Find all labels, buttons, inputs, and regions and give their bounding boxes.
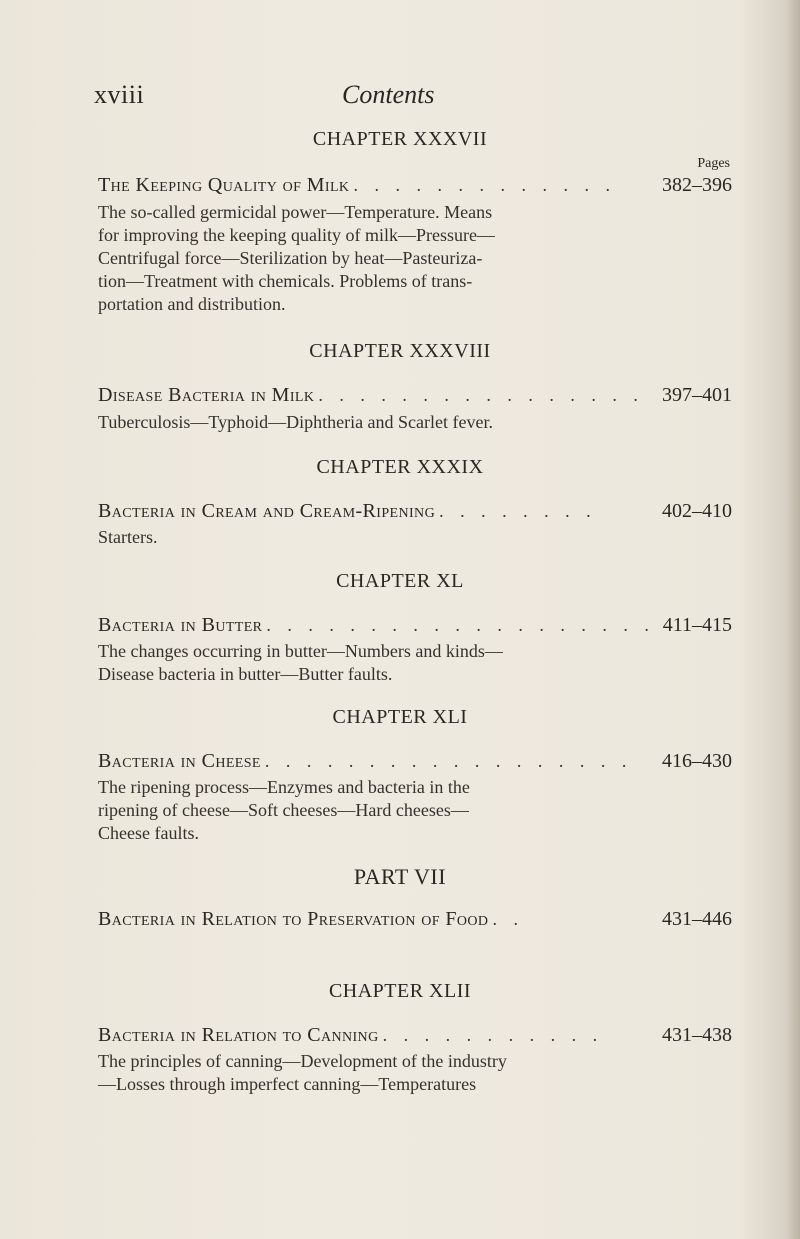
entry-description	[98, 640, 732, 686]
toc-entry	[98, 384, 732, 410]
description-line: Centrifugal force—Sterilization by heat—Pasteuriza-	[98, 248, 483, 268]
entry-pages: 402–410	[662, 500, 732, 522]
dot-leader: . .	[492, 909, 524, 929]
entry-pages: 397–401	[662, 384, 732, 406]
description-line: —Losses through imperfect canning—Temperatures	[98, 1074, 477, 1094]
description-line: Disease bacteria in butter—Butter faults.	[98, 664, 393, 684]
toc-entry	[98, 1024, 732, 1050]
entry-title: Bacteria in Cheese	[98, 750, 261, 772]
description-line: tion—Treatment with chemicals. Problems of trans-	[98, 271, 473, 291]
toc-entry	[98, 614, 732, 640]
dot-leader: . . . . . . . . . . . . . . . . . .	[264, 751, 633, 771]
entry-description	[98, 776, 732, 845]
entry-title: Bacteria in Butter	[98, 614, 263, 636]
entry-description	[98, 526, 732, 549]
dot-leader: . . . . . . . . . . . . .	[353, 175, 616, 195]
description-line: The so-called germicidal power—Temperature. Means	[98, 202, 493, 222]
page-number: xviii	[94, 80, 145, 109]
toc-entry	[98, 750, 732, 776]
dot-leader: . . . . . . . . . . . . . . . .	[318, 385, 644, 405]
toc-entry	[98, 174, 732, 200]
description-line: ripening of cheese—Soft cheeses—Hard cheeses—	[98, 800, 469, 820]
description-line: Cheese faults.	[98, 823, 199, 843]
description-line: Tuberculosis—Typhoid—Diphtheria and Scarlet fever.	[98, 412, 493, 432]
description-line: portation and distribution.	[98, 294, 286, 314]
page-edge-shadow	[786, 0, 800, 1239]
running-title: Contents	[342, 80, 435, 109]
chapter-heading: CHAPTER XXXIX	[316, 456, 484, 478]
pages-column-label: Pages	[697, 156, 730, 171]
dot-leader: . . . . . . . .	[439, 501, 597, 521]
entry-pages: 416–430	[662, 750, 732, 772]
description-line: Starters.	[98, 527, 158, 547]
chapter-heading: CHAPTER XXXVII	[312, 128, 488, 150]
entry-title: The Keeping Quality of Milk	[98, 174, 350, 196]
description-line: for improving the keeping quality of milk—Pressure—	[98, 225, 495, 245]
toc-entry	[98, 500, 732, 526]
entry-title: Bacteria in Relation to Preservation of Food	[98, 908, 489, 930]
entry-title: Bacteria in Relation to Canning	[98, 1024, 379, 1046]
entry-description	[98, 411, 732, 434]
description-line: The principles of canning—Development of the industry	[98, 1051, 507, 1071]
entry-pages: 382–396	[662, 174, 732, 196]
entry-description	[98, 1050, 732, 1096]
entry-pages: 431–446	[662, 908, 732, 930]
toc-entry	[98, 908, 732, 934]
running-head	[94, 80, 734, 120]
description-line: The changes occurring in butter—Numbers and kinds—	[98, 641, 503, 661]
entry-title: Bacteria in Cream and Cream-Ripening	[98, 500, 436, 522]
part-heading: PART VII	[353, 864, 447, 889]
entry-title: Disease Bacteria in Milk	[98, 384, 315, 406]
chapter-heading: CHAPTER XLII	[328, 980, 472, 1002]
description-line: The ripening process—Enzymes and bacteria in the	[98, 777, 470, 797]
dot-leader: . . . . . . . . . . .	[382, 1025, 604, 1045]
entry-pages: 431–438	[662, 1024, 732, 1046]
chapter-heading: CHAPTER XL	[336, 570, 464, 592]
entry-description	[98, 201, 732, 316]
chapter-heading: CHAPTER XXXVIII	[309, 340, 491, 362]
entry-pages: 411–415	[662, 614, 732, 636]
chapter-heading: CHAPTER XLI	[332, 706, 468, 728]
dot-leader: . . . . . . . . . . . . . . . . . . .	[266, 615, 655, 635]
